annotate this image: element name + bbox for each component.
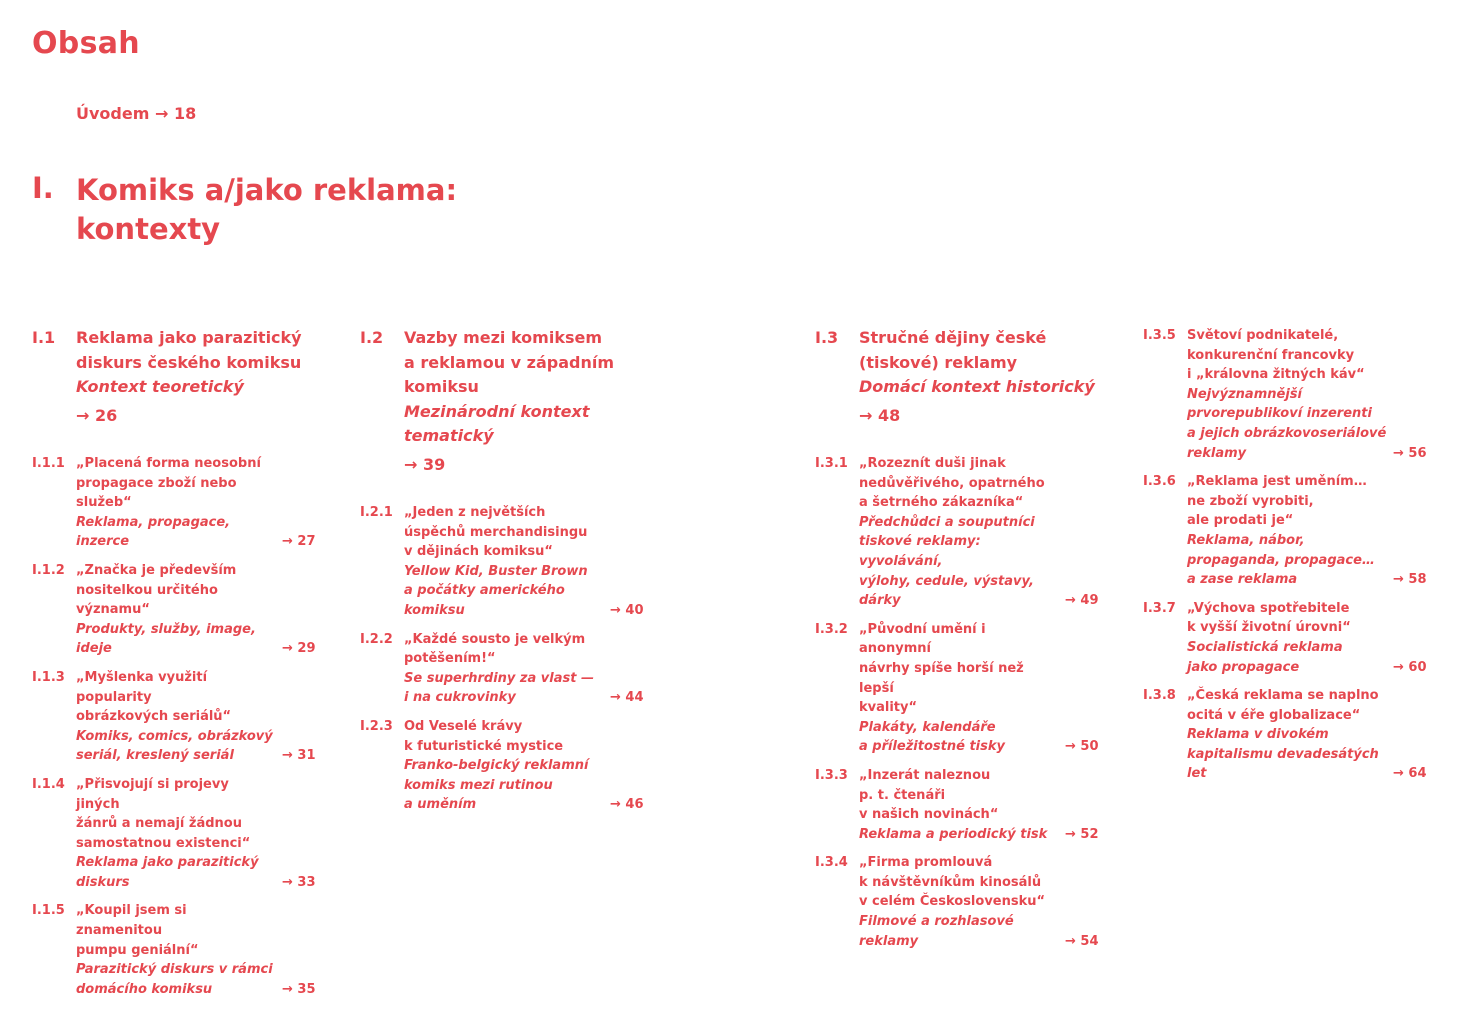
subsection-subtitle-line: Předchůdci a souputníci bbox=[859, 514, 1035, 530]
subsection-body bbox=[76, 454, 276, 552]
subsection-body bbox=[76, 668, 276, 766]
subsection-quote-line: žánrů a nemají žádnou bbox=[76, 816, 242, 832]
subsection-entry[interactable] bbox=[360, 630, 650, 708]
subsection-subtitle-line: a uměním bbox=[404, 797, 477, 813]
subsection-body bbox=[859, 620, 1059, 757]
subsection-quote-line: konkurenční francovky bbox=[1187, 347, 1355, 363]
subsection-entry[interactable] bbox=[32, 901, 322, 999]
subsection-number: I.2.1 bbox=[360, 505, 393, 520]
intro-label: Úvodem bbox=[76, 104, 150, 123]
subsection-page: → 29 bbox=[282, 641, 316, 657]
subsection-body bbox=[1187, 686, 1387, 784]
subsection-subtitle-line: Nejvýznamnější bbox=[1187, 386, 1302, 402]
subsection-number: I.3.3 bbox=[815, 767, 848, 783]
subsection-quote-line: pumpu geniální“ bbox=[76, 942, 199, 958]
subsection-number: I.2.2 bbox=[360, 631, 393, 647]
subsection-subtitle-line: tiskové reklamy: vyvolávání, bbox=[859, 534, 981, 569]
subsection-quote-line: „Výchova spotřebitele bbox=[1187, 600, 1350, 616]
section-page: → 26 bbox=[76, 405, 118, 425]
subsection-subtitle-line: inzerce bbox=[76, 534, 130, 550]
subsection-subtitle-line: a počátky amerického bbox=[404, 583, 565, 599]
subsection-subtitle-line: a jejich obrázkovoseriálové bbox=[1187, 425, 1387, 441]
subsection-quote-line: k futuristické mystice bbox=[404, 738, 564, 754]
subsection-subtitle-line: reklamy bbox=[859, 933, 919, 949]
subsection-entry[interactable] bbox=[32, 561, 322, 659]
subsection-quote-line: p. t. čtenáři bbox=[859, 787, 946, 803]
subsection-quote-line: „Myšlenka využití popularity bbox=[76, 669, 208, 705]
section-subtitle-line: Domácí kontext historický bbox=[859, 377, 1095, 396]
subsection-number: I.1.1 bbox=[32, 456, 65, 471]
subsection-quote-line: nedůvěřivého, opatrného bbox=[859, 475, 1045, 491]
subsection-entry[interactable] bbox=[32, 454, 322, 552]
subsection-entry[interactable] bbox=[32, 775, 322, 893]
subsection-page: → 44 bbox=[610, 690, 644, 706]
subsection-quote-line: „Jeden z největších bbox=[404, 505, 546, 520]
subsection-number: I.3.1 bbox=[815, 456, 848, 471]
subsection-subtitle-line: propaganda, propagace… bbox=[1187, 552, 1375, 568]
section-title-line: Stručné dějiny české bbox=[859, 328, 1047, 347]
section-number: I.2 bbox=[360, 328, 384, 347]
subsection-body bbox=[404, 717, 604, 815]
subsection-subtitle-line: Plakáty, kalendáře bbox=[859, 719, 996, 735]
subsection-entry[interactable] bbox=[815, 766, 1105, 844]
subsection-quote-line: v celém Československu“ bbox=[859, 894, 1046, 910]
subsection-page: → 60 bbox=[1393, 659, 1427, 675]
subsection-number: I.2.3 bbox=[360, 718, 393, 734]
section-title-line: Reklama jako parazitický bbox=[76, 328, 302, 347]
subsection-body bbox=[76, 775, 276, 893]
subsection-subtitle-line: kapitalismu devadesátých bbox=[1187, 746, 1379, 762]
subsection-quote-line: návrhy spíše horší než lepší bbox=[859, 660, 1024, 696]
subsection-subtitle-line: Socialistická reklama bbox=[1187, 639, 1343, 655]
section-title-line: a reklamou v západním bbox=[404, 352, 615, 372]
section-entry[interactable] bbox=[360, 326, 650, 477]
subsection-body bbox=[404, 503, 604, 621]
subsection-quote-line: k návštěvníkům kinosálů bbox=[859, 874, 1042, 890]
subsection-subtitle-line: ideje bbox=[76, 641, 112, 657]
subsection-page: → 33 bbox=[282, 874, 316, 890]
subsection-quote-line: i „královna žitných káv“ bbox=[1187, 367, 1365, 383]
subsection-subtitle-line: Parazitický diskurs v rámci bbox=[76, 962, 273, 978]
subsection-subtitle-line: Yellow Kid, Buster Brown bbox=[404, 563, 588, 579]
subsection-quote-line: „Placená forma neosobní bbox=[76, 456, 261, 471]
subsection-page: → 46 bbox=[610, 797, 644, 813]
subsection-subtitle-line: a zase reklama bbox=[1187, 572, 1298, 588]
subsection-quote-line: „Česká reklama se naplno bbox=[1187, 688, 1379, 704]
part-title bbox=[76, 171, 457, 249]
subsection-subtitle-line: komiks mezi rutinou bbox=[404, 777, 553, 793]
part-number: I. bbox=[32, 171, 54, 205]
subsection-body bbox=[859, 766, 1059, 844]
subsection-quote-line: a šetrného zákazníka“ bbox=[859, 495, 1024, 511]
subsection-page: → 49 bbox=[1065, 593, 1099, 609]
subsection-page: → 27 bbox=[282, 534, 316, 550]
subsection-page: → 54 bbox=[1065, 933, 1099, 949]
subsection-quote-line: obrázkových seriálů“ bbox=[76, 709, 232, 725]
subsection-page: → 52 bbox=[1065, 826, 1099, 842]
subsection-subtitle-line: diskurs bbox=[76, 874, 130, 890]
subsection-subtitle-line: Reklama, propagace, bbox=[76, 514, 231, 530]
subsection-quote-line: „Reklama jest uměním… bbox=[1187, 474, 1367, 490]
subsection-quote-line: „Inzerát naleznou bbox=[859, 767, 991, 783]
subsection-number: I.1.3 bbox=[32, 669, 65, 685]
toc-column-2 bbox=[360, 326, 650, 824]
subsection-subtitle-line: reklamy bbox=[1187, 445, 1247, 461]
subsection-page: → 64 bbox=[1393, 766, 1427, 782]
subsection-quote-line: v dějinách komiksu“ bbox=[404, 544, 553, 560]
subsection-entry[interactable] bbox=[360, 503, 650, 621]
subsection-body bbox=[76, 901, 276, 999]
subsection-subtitle-line: komiksu bbox=[404, 602, 465, 618]
subsection-body bbox=[1187, 599, 1387, 677]
page-title: Obsah bbox=[32, 26, 140, 61]
subsection-quote-line: „Každé sousto je velkým bbox=[404, 631, 586, 647]
subsection-number: I.3.8 bbox=[1143, 688, 1176, 704]
subsection-subtitle-line: a příležitostné tisky bbox=[859, 739, 1005, 755]
subsection-subtitle-line: i na cukrovinky bbox=[404, 690, 516, 706]
subsection-subtitle-line: domácího komiksu bbox=[76, 981, 213, 997]
subsection-quote-line: „Značka je především bbox=[76, 562, 237, 578]
subsection-number: I.1.2 bbox=[32, 562, 65, 578]
section-subtitle-line: tematický bbox=[404, 426, 494, 445]
part-title-line: kontexty bbox=[76, 212, 221, 246]
subsection-number: I.3.2 bbox=[815, 621, 848, 637]
subsection-quote-line: „Rozeznít duši jinak bbox=[859, 456, 1006, 471]
subsection-quote-line: ale prodati je“ bbox=[1187, 513, 1294, 529]
subsection-page: → 58 bbox=[1393, 572, 1427, 588]
subsection-quote-line: ne zboží vyrobiti, bbox=[1187, 493, 1314, 509]
subsection-entry[interactable] bbox=[1143, 686, 1433, 784]
subsection-quote-line: Světoví podnikatelé, bbox=[1187, 328, 1339, 343]
subsection-subtitle-line: prvorepublikoví inzerenti bbox=[1187, 406, 1372, 422]
subsection-quote-line: potěšením!“ bbox=[404, 651, 496, 667]
subsection-number: I.3.4 bbox=[815, 855, 848, 871]
section-entry[interactable] bbox=[32, 326, 322, 428]
section-title-line: komiksu bbox=[404, 377, 479, 396]
section-number: I.1 bbox=[32, 328, 56, 347]
subsection-entry[interactable] bbox=[1143, 326, 1433, 463]
subsection-number: I.3.7 bbox=[1143, 600, 1176, 616]
section-entry[interactable] bbox=[815, 326, 1105, 428]
subsection-body bbox=[859, 853, 1059, 951]
subsection-quote-line: „Firma promlouvá bbox=[859, 855, 993, 871]
section-page: → 39 bbox=[404, 454, 446, 474]
subsection-quote-line: v našich novinách“ bbox=[859, 807, 999, 823]
intro-entry[interactable] bbox=[76, 104, 196, 123]
section-title-line: (tiskové) reklamy bbox=[859, 352, 1018, 372]
subsection-subtitle-line: let bbox=[1187, 766, 1207, 782]
subsection-body bbox=[1187, 326, 1387, 463]
subsection-number: I.3.5 bbox=[1143, 328, 1176, 343]
subsection-entry[interactable] bbox=[1143, 599, 1433, 677]
subsection-quote-line: propagace zboží nebo služeb“ bbox=[76, 475, 237, 511]
subsection-body bbox=[859, 454, 1059, 611]
section-page: → 48 bbox=[859, 405, 901, 425]
subsection-number: I.3.6 bbox=[1143, 474, 1176, 490]
subsection-subtitle-line: jako propagace bbox=[1187, 659, 1300, 675]
subsection-body bbox=[76, 561, 276, 659]
subsection-subtitle-line: Reklama v divokém bbox=[1187, 727, 1329, 743]
subsection-quote-line: kvality“ bbox=[859, 700, 918, 716]
section-number: I.3 bbox=[815, 328, 839, 347]
subsection-subtitle-line: Se superhrdiny za vlast — bbox=[404, 670, 594, 686]
subsection-number: I.1.4 bbox=[32, 776, 65, 792]
section-title-line: diskurs českého komiksu bbox=[76, 352, 302, 372]
section-body bbox=[404, 326, 650, 477]
subsection-body bbox=[404, 630, 604, 708]
subsection-subtitle-line: dárky bbox=[859, 593, 901, 609]
subsection-quote-line: Od Veselé krávy bbox=[404, 718, 523, 734]
subsection-page: → 31 bbox=[282, 748, 316, 764]
subsection-entry[interactable] bbox=[815, 454, 1105, 611]
toc-column-3 bbox=[815, 326, 1105, 960]
toc-column-1 bbox=[32, 326, 322, 1008]
subsection-entry[interactable] bbox=[360, 717, 650, 815]
subsection-quote-line: úspěchů merchandisingu bbox=[404, 524, 588, 540]
toc-column-4 bbox=[1143, 326, 1433, 793]
subsection-subtitle-line: seriál, kreslený seriál bbox=[76, 748, 234, 764]
subsection-subtitle-line: Reklama a periodický tisk bbox=[859, 826, 1048, 842]
subsection-body bbox=[1187, 472, 1387, 590]
subsection-subtitle-line: Reklama jako parazitický bbox=[76, 855, 259, 871]
intro-page: → 18 bbox=[154, 104, 197, 123]
section-subtitle-line: Kontext teoretický bbox=[76, 377, 244, 396]
subsection-entry[interactable] bbox=[1143, 472, 1433, 590]
subsection-quote-line: nositelkou určitého významu“ bbox=[76, 582, 218, 618]
subsection-quote-line: „Koupil jsem si znamenitou bbox=[76, 903, 187, 939]
part-title-line: Komiks a/jako reklama: bbox=[76, 173, 458, 207]
subsection-quote-line: „Původní umění i anonymní bbox=[859, 621, 986, 657]
section-subtitle-line: Mezinárodní kontext bbox=[404, 401, 590, 421]
subsection-subtitle-line: výlohy, cedule, výstavy, bbox=[859, 573, 1034, 589]
section-body bbox=[76, 326, 322, 428]
subsection-quote-line: k vyšší životní úrovni“ bbox=[1187, 620, 1351, 636]
subsection-page: → 50 bbox=[1065, 739, 1099, 755]
subsection-subtitle-line: Filmové a rozhlasové bbox=[859, 914, 1014, 930]
section-title-line: Vazby mezi komiksem bbox=[404, 328, 603, 347]
subsection-subtitle-line: Komiks, comics, obrázkový bbox=[76, 728, 273, 744]
subsection-subtitle-line: Reklama, nábor, bbox=[1187, 532, 1305, 548]
subsection-entry[interactable] bbox=[815, 853, 1105, 951]
subsection-page: → 40 bbox=[610, 602, 644, 618]
subsection-subtitle-line: Franko-belgický reklamní bbox=[404, 758, 589, 774]
subsection-page: → 56 bbox=[1393, 445, 1427, 461]
subsection-entry[interactable] bbox=[815, 620, 1105, 757]
subsection-entry[interactable] bbox=[32, 668, 322, 766]
subsection-page: → 35 bbox=[282, 981, 316, 997]
subsection-quote-line: „Přisvojují si projevy jiných bbox=[76, 776, 229, 812]
subsection-number: I.1.5 bbox=[32, 903, 65, 919]
subsection-quote-line: ocitá v éře globalizace“ bbox=[1187, 707, 1361, 723]
subsection-quote-line: samostatnou existenci“ bbox=[76, 835, 251, 851]
subsection-subtitle-line: Produkty, služby, image, bbox=[76, 621, 256, 637]
section-body bbox=[859, 326, 1105, 428]
